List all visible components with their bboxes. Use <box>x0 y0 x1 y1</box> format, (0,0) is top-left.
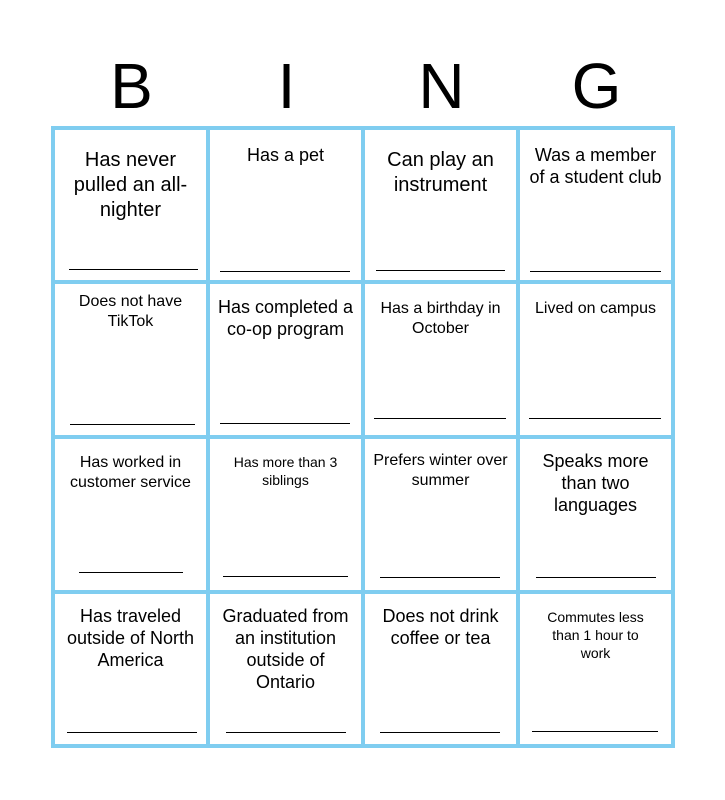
signature-line <box>226 732 346 733</box>
signature-line <box>220 423 350 424</box>
cell-prompt: Has worked in customer service <box>70 454 191 491</box>
cell-prompt: Speaks more than two languages <box>542 451 649 515</box>
header-letter-i: I <box>277 50 296 122</box>
signature-line <box>69 269 198 270</box>
signature-line <box>529 418 661 419</box>
cell-prompt: Has more than 3 siblings <box>233 454 338 488</box>
bingo-cell[interactable] <box>210 439 361 590</box>
bingo-cell[interactable] <box>210 594 361 744</box>
bingo-cell[interactable] <box>55 284 206 435</box>
signature-line <box>79 572 183 573</box>
cell-prompt: Has never pulled an all-nighter <box>73 149 188 221</box>
cell-prompt: Commutes less than 1 hour to work <box>547 609 644 661</box>
signature-line <box>380 577 500 578</box>
bingo-cell[interactable] <box>520 284 671 435</box>
bingo-cell[interactable] <box>520 130 671 280</box>
header-letter-b: B <box>110 50 153 122</box>
signature-line <box>376 270 505 271</box>
header-letter-g: G <box>571 50 622 122</box>
cell-prompt: Does not have TikTok <box>78 293 183 330</box>
cell-prompt: Has a birthday in October <box>380 300 501 337</box>
signature-line <box>374 418 506 419</box>
header-letter-n: N <box>418 50 465 122</box>
cell-prompt: Has a pet <box>246 145 325 165</box>
cell-prompt: Has traveled outside of North America <box>66 606 195 670</box>
signature-line <box>220 271 350 272</box>
bingo-cell[interactable] <box>210 130 361 280</box>
signature-line <box>380 732 500 733</box>
bingo-cell[interactable] <box>365 594 516 744</box>
bingo-cell[interactable] <box>365 284 516 435</box>
cell-prompt: Does not drink coffee or tea <box>382 606 499 648</box>
signature-line <box>536 577 656 578</box>
signature-line <box>530 271 661 272</box>
bingo-cell[interactable] <box>210 284 361 435</box>
signature-line <box>223 576 348 577</box>
signature-line <box>532 731 658 732</box>
cell-prompt: Has completed a co-op program <box>217 297 354 339</box>
cell-prompt: Graduated from an institution outside of Ontario <box>222 606 349 692</box>
signature-line <box>70 424 195 425</box>
bingo-cell[interactable] <box>520 594 671 744</box>
bingo-cell[interactable] <box>365 439 516 590</box>
bingo-cell[interactable] <box>55 439 206 590</box>
bingo-grid <box>51 126 675 748</box>
cell-prompt: Can play an instrument <box>387 149 494 196</box>
bingo-cell[interactable] <box>55 594 206 744</box>
bingo-cell[interactable] <box>365 130 516 280</box>
bingo-header <box>52 48 672 124</box>
signature-line <box>67 732 197 733</box>
cell-prompt: Lived on campus <box>535 300 656 317</box>
bingo-cell[interactable] <box>520 439 671 590</box>
bingo-cell[interactable] <box>55 130 206 280</box>
cell-prompt: Was a member of a student club <box>529 145 662 187</box>
cell-prompt: Prefers winter over summer <box>373 452 508 489</box>
